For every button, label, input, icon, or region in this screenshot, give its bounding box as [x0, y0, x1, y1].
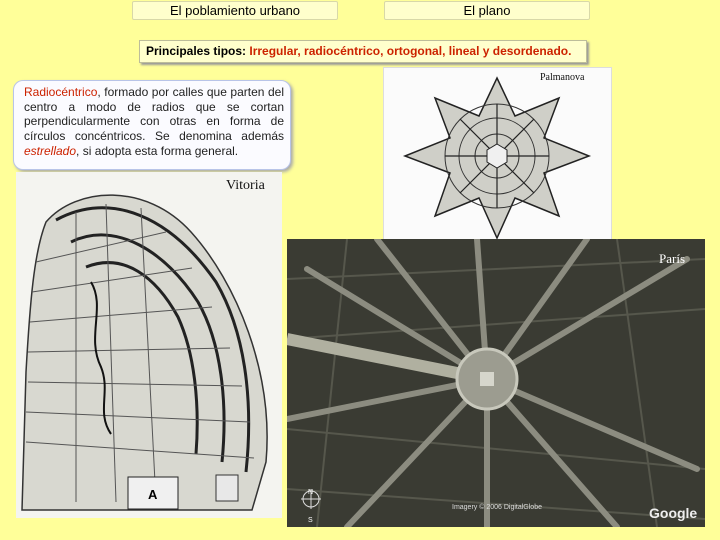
paris-label: París: [659, 251, 685, 266]
vitoria-map-drawing: [16, 172, 282, 518]
tab-el-plano[interactable]: El plano: [384, 1, 590, 20]
subtitle-lead: Principales tipos:: [146, 44, 250, 58]
definition-text-1: , formado por calles que parten del centro a modo de radios que se cortan perpendicularmente con otras en forma de círculos concéntricos. Se denomina además: [24, 85, 284, 144]
paris-satellite-drawing: [287, 239, 705, 527]
imagery-credit: Imagery © 2006 DigitalGlobe: [452, 504, 542, 511]
vitoria-map-image: [16, 172, 282, 518]
vitoria-marker: A: [148, 487, 158, 502]
palmanova-label: Palmanova: [540, 72, 585, 83]
compass-n: N: [308, 489, 314, 496]
definition-textbox: [13, 80, 291, 170]
paris-satellite-image: [287, 239, 705, 527]
vitoria-label: Vitoria: [226, 178, 265, 193]
subtitle-types: Irregular, radiocéntrico, ortogonal, lineal y desordenado.: [249, 44, 572, 58]
subtitle-box: [139, 40, 587, 63]
palmanova-map-drawing: [384, 68, 611, 246]
palmanova-map-image: [383, 67, 612, 247]
google-credit: Google: [649, 505, 698, 521]
compass-s: S: [308, 517, 313, 524]
term-estrellado: estrellado: [24, 143, 77, 158]
definition-text-2: , si adopta esta forma general.: [76, 143, 239, 158]
term-radiocentrico: Radiocéntrico: [24, 85, 98, 99]
tab-poblamiento-urbano[interactable]: El poblamiento urbano: [132, 1, 338, 20]
